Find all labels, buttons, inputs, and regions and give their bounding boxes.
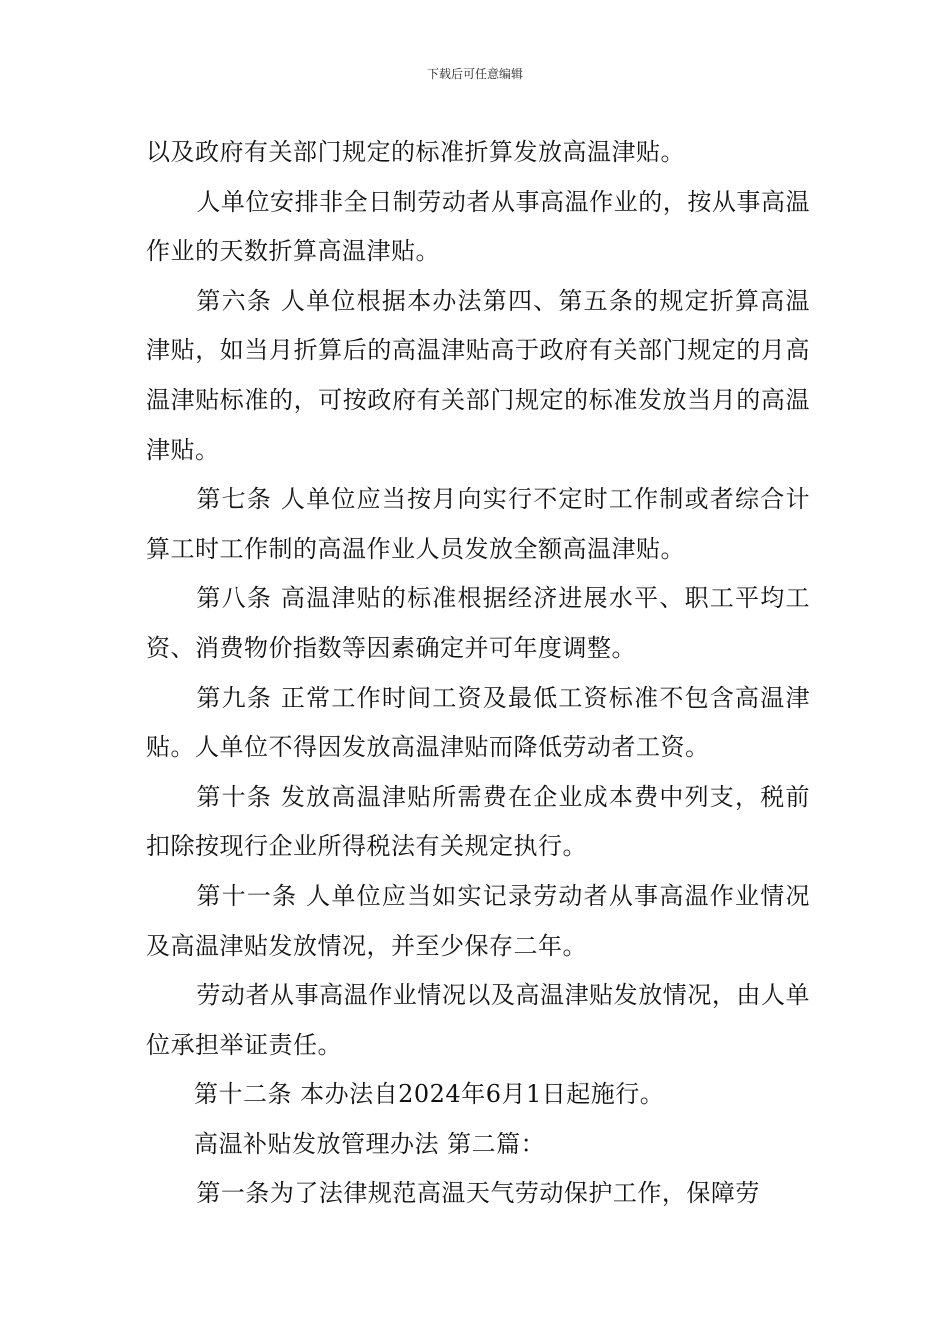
paragraph-part-time: 人单位安排非全日制劳动者从事高温作业的，按从事高温作业的天数折算高温津贴。 [146, 187, 810, 266]
paragraph-article-6: 第六条 人单位根据本办法第四、第五条的规定折算高温津贴，如当月折算后的高温津贴高于政府有关部门规定的月高温津贴标准的，可按政府有关部门规定的标准发放当月的高温津贴。 [146, 286, 810, 464]
paragraph-article-9: 第九条 正常工作时间工资及最低工资标准不包含高温津贴。人单位不得因发放高温津贴而降低劳动者工资。 [146, 683, 810, 762]
paragraph-article-10: 第十条 发放高温津贴所需费在企业成本费中列支，税前扣除按现行企业所得税法有关规定执行。 [146, 782, 810, 861]
section-heading-part-two: 高温补贴发放管理办法 第二篇： [194, 1129, 546, 1158]
paragraph-article-7: 第七条 人单位应当按月向实行不定时工作制或者综合计算工时工作制的高温作业人员发放全额高温津贴。 [146, 485, 810, 563]
paragraph-article-11: 第十一条 人单位应当如实记录劳动者从事高温作业情况及高温津贴发放情况，并至少保存二年。 [146, 881, 810, 960]
paragraph-continuation: 以及政府有关部门规定的标准折算发放高温津贴。 [146, 138, 685, 166]
paragraph-article-12: 第十二条 本办法自2024年6月1日起施行。 [194, 1080, 665, 1109]
paragraph-article-1-part-two: 第一条为了法律规范高温天气劳动保护工作，保障劳 [196, 1179, 760, 1208]
page-header-note: 下载后可任意编辑 [426, 67, 523, 81]
paragraph-burden-of-proof: 劳动者从事高温作业情况以及高温津贴发放情况，由人单位承担举证责任。 [146, 981, 810, 1059]
paragraph-article-8: 第八条 高温津贴的标准根据经济进展水平、职工平均工资、消费物价指数等因素确定并可年度调整。 [146, 584, 810, 662]
document-body [146, 128, 810, 1219]
